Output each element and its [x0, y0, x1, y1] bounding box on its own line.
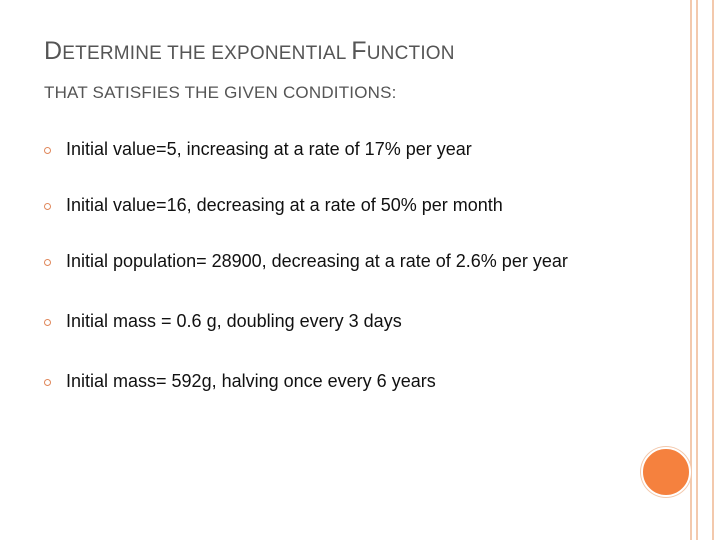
title-initial-cap-1: D [44, 37, 63, 65]
bullet-circle-icon [44, 147, 51, 154]
list-item [44, 138, 604, 160]
list-item [44, 370, 604, 392]
title-line-1 [44, 34, 644, 71]
decorative-orange-circle [641, 447, 691, 497]
list-item [44, 250, 604, 272]
slide-title [44, 34, 644, 107]
list-item [44, 194, 604, 216]
bullet-list [44, 132, 604, 392]
title-line-2: THAT SATISFIES THE GIVEN CONDITIONS: [44, 83, 397, 102]
bullet-circle-icon [44, 319, 51, 326]
bullet-text: Initial population= 28900, decreasing at a rate of 2.6% per year [66, 251, 568, 271]
bullet-text: Initial mass= 592g, halving once every 6 years [66, 371, 436, 391]
bullet-text: Initial mass = 0.6 g, doubling every 3 days [66, 311, 402, 331]
title-text-1: ETERMINE THE EXPONENTIAL [62, 43, 352, 64]
bullet-text: Initial value=16, decreasing at a rate of 50% per month [66, 195, 503, 215]
bullet-circle-icon [44, 259, 51, 266]
list-item [44, 310, 604, 332]
title-initial-cap-2: F [351, 37, 367, 65]
bullet-circle-icon [44, 203, 51, 210]
decorative-border-stripes [686, 0, 720, 540]
bullet-circle-icon [44, 379, 51, 386]
bullet-text: Initial value=5, increasing at a rate of 17% per year [66, 139, 472, 159]
title-text-2: UNCTION [366, 43, 455, 64]
